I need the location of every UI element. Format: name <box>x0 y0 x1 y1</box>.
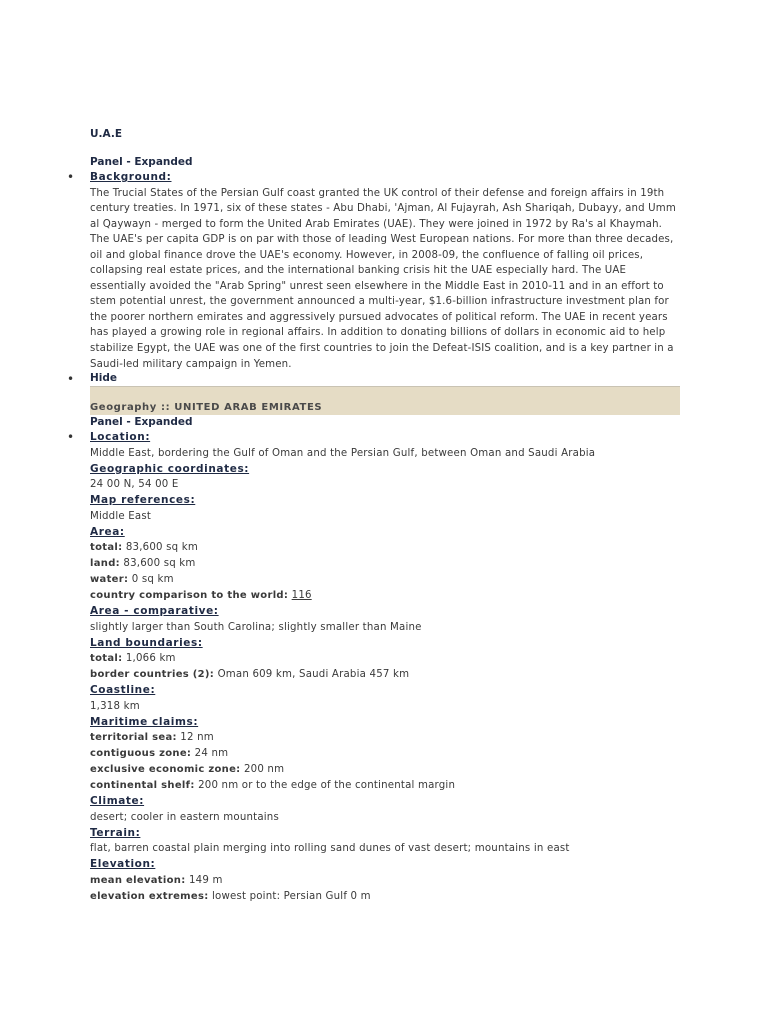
page-title: U.A.E <box>90 128 122 140</box>
area-total-label: total: <box>90 542 123 554</box>
elevation-extremes-label: elevation extremes: <box>90 890 209 902</box>
area-land-value: 83,600 sq km <box>123 558 196 570</box>
area-heading[interactable]: Area: <box>90 525 125 538</box>
territorial-sea-label: territorial sea: <box>90 732 177 744</box>
area-comparison-link[interactable]: 116 <box>291 590 312 602</box>
continental-shelf-label: continental shelf: <box>90 780 195 792</box>
bullet-icon: • <box>67 372 75 387</box>
panel-expanded-label: Panel - Expanded <box>90 156 193 168</box>
eez-label: exclusive economic zone: <box>90 764 241 776</box>
eez-value: 200 nm <box>243 764 285 776</box>
climate-heading[interactable]: Climate: <box>90 795 145 808</box>
geography-fields <box>67 430 680 905</box>
map-references-heading[interactable]: Map references: <box>90 494 196 507</box>
coastline-value: 1,318 km <box>90 700 140 712</box>
geography-panel-expanded-label: Panel - Expanded <box>90 416 193 429</box>
coastline-heading[interactable]: Coastline: <box>90 684 156 697</box>
area-comparative-value: slightly larger than South Carolina; slightly smaller than Maine <box>90 621 422 633</box>
bullet-icon: • <box>67 430 75 445</box>
maritime-eez <box>90 762 680 778</box>
border-countries-value: Oman 609 km, Saudi Arabia 457 km <box>217 669 410 681</box>
area-total-value: 83,600 sq km <box>125 542 198 554</box>
land-boundaries-border <box>90 667 680 683</box>
land-boundaries-heading[interactable]: Land boundaries: <box>90 636 203 649</box>
maritime-claims-heading[interactable]: Maritime claims: <box>90 715 199 728</box>
area-total <box>90 540 680 556</box>
area-water <box>90 572 680 588</box>
elevation-heading[interactable]: Elevation: <box>90 858 156 871</box>
geography-section-bar[interactable]: Geography :: UNITED ARAB EMIRATES <box>90 387 680 415</box>
territorial-sea-value: 12 nm <box>180 732 214 744</box>
area-comparative-heading[interactable]: Area - comparative: <box>90 605 219 618</box>
background-text: The Trucial States of the Persian Gulf coast granted the UK control of their defense and foreign affairs in 19th century treaties. In 1971, six of these states - Abu Dhabi, 'Ajman, Al Fujayrah, Ash Shariqah, Dubayy, and Umm al Qaywayn - merged to form the United Arab Emirates (UAE). They were joined in 1972 by Ra's al Khaymah. The UAE's per capita GDP is on par with those of leading West European nations. For more than three decades, oil and global finance drove the UAE's economy. However, in 2008-09, the confluence of falling oil prices, collapsing real estate prices, and the international banking crisis hit the UAE especially hard. The UAE essentially avoided the "Arab Spring" unrest seen elsewhere in the Middle East in 2010-11 and in an effort to stem potential unrest, the government announced a multi-year, $1.6-billion infrastructure investment plan for the poorer northern emirates and aggressively pursued advocates of political reform. The UAE in recent years has played a growing role in regional affairs. In addition to donating billions of dollars in economic aid to help stabilize Egypt, the UAE was one of the first countries to join the Defeat-ISIS coalition, and is a key partner in a Saudi-led military campaign in Yemen. <box>90 187 676 370</box>
maritime-contiguous <box>90 746 680 762</box>
contiguous-zone-label: contiguous zone: <box>90 748 192 760</box>
maritime-shelf <box>90 778 680 794</box>
location-value: Middle East, bordering the Gulf of Oman and the Persian Gulf, between Oman and Saudi Arabia <box>90 447 596 459</box>
document-body <box>67 127 680 905</box>
area-water-label: water: <box>90 574 129 586</box>
land-boundaries-total-value: 1,066 km <box>125 653 176 665</box>
area-land <box>90 556 680 572</box>
coordinates-value: 24 00 N, 54 00 E <box>90 479 179 491</box>
terrain-value: flat, barren coastal plain merging into rolling sand dunes of vast desert; mountains in east <box>90 843 570 855</box>
terrain-heading[interactable]: Terrain: <box>90 826 141 839</box>
area-comparison-label: country comparison to the world: <box>90 590 289 602</box>
hide-link[interactable]: Hide <box>90 372 118 385</box>
coordinates-heading[interactable]: Geographic coordinates: <box>90 462 250 475</box>
border-countries-label: border countries (2): <box>90 669 215 681</box>
bullet-icon: • <box>67 170 75 184</box>
background-section <box>67 170 680 372</box>
climate-value: desert; cooler in eastern mountains <box>90 811 279 823</box>
land-boundaries-total-label: total: <box>90 653 123 665</box>
land-boundaries-total <box>90 651 680 667</box>
background-heading[interactable]: Background: <box>90 171 172 183</box>
map-references-value: Middle East <box>90 510 152 522</box>
mean-elevation-label: mean elevation: <box>90 874 186 886</box>
maritime-territorial <box>90 730 680 746</box>
area-comparison <box>90 588 680 604</box>
location-heading[interactable]: Location: <box>90 431 151 444</box>
elevation-extremes-value: lowest point: Persian Gulf 0 m <box>211 890 371 902</box>
area-land-label: land: <box>90 558 120 570</box>
mean-elevation-value: 149 m <box>188 874 223 886</box>
continental-shelf-value: 200 nm or to the edge of the continental margin <box>198 780 456 792</box>
hide-row <box>67 372 680 387</box>
contiguous-zone-value: 24 nm <box>194 748 229 760</box>
elevation-extremes <box>90 889 680 905</box>
area-water-value: 0 sq km <box>131 574 174 586</box>
elevation-mean <box>90 873 680 889</box>
